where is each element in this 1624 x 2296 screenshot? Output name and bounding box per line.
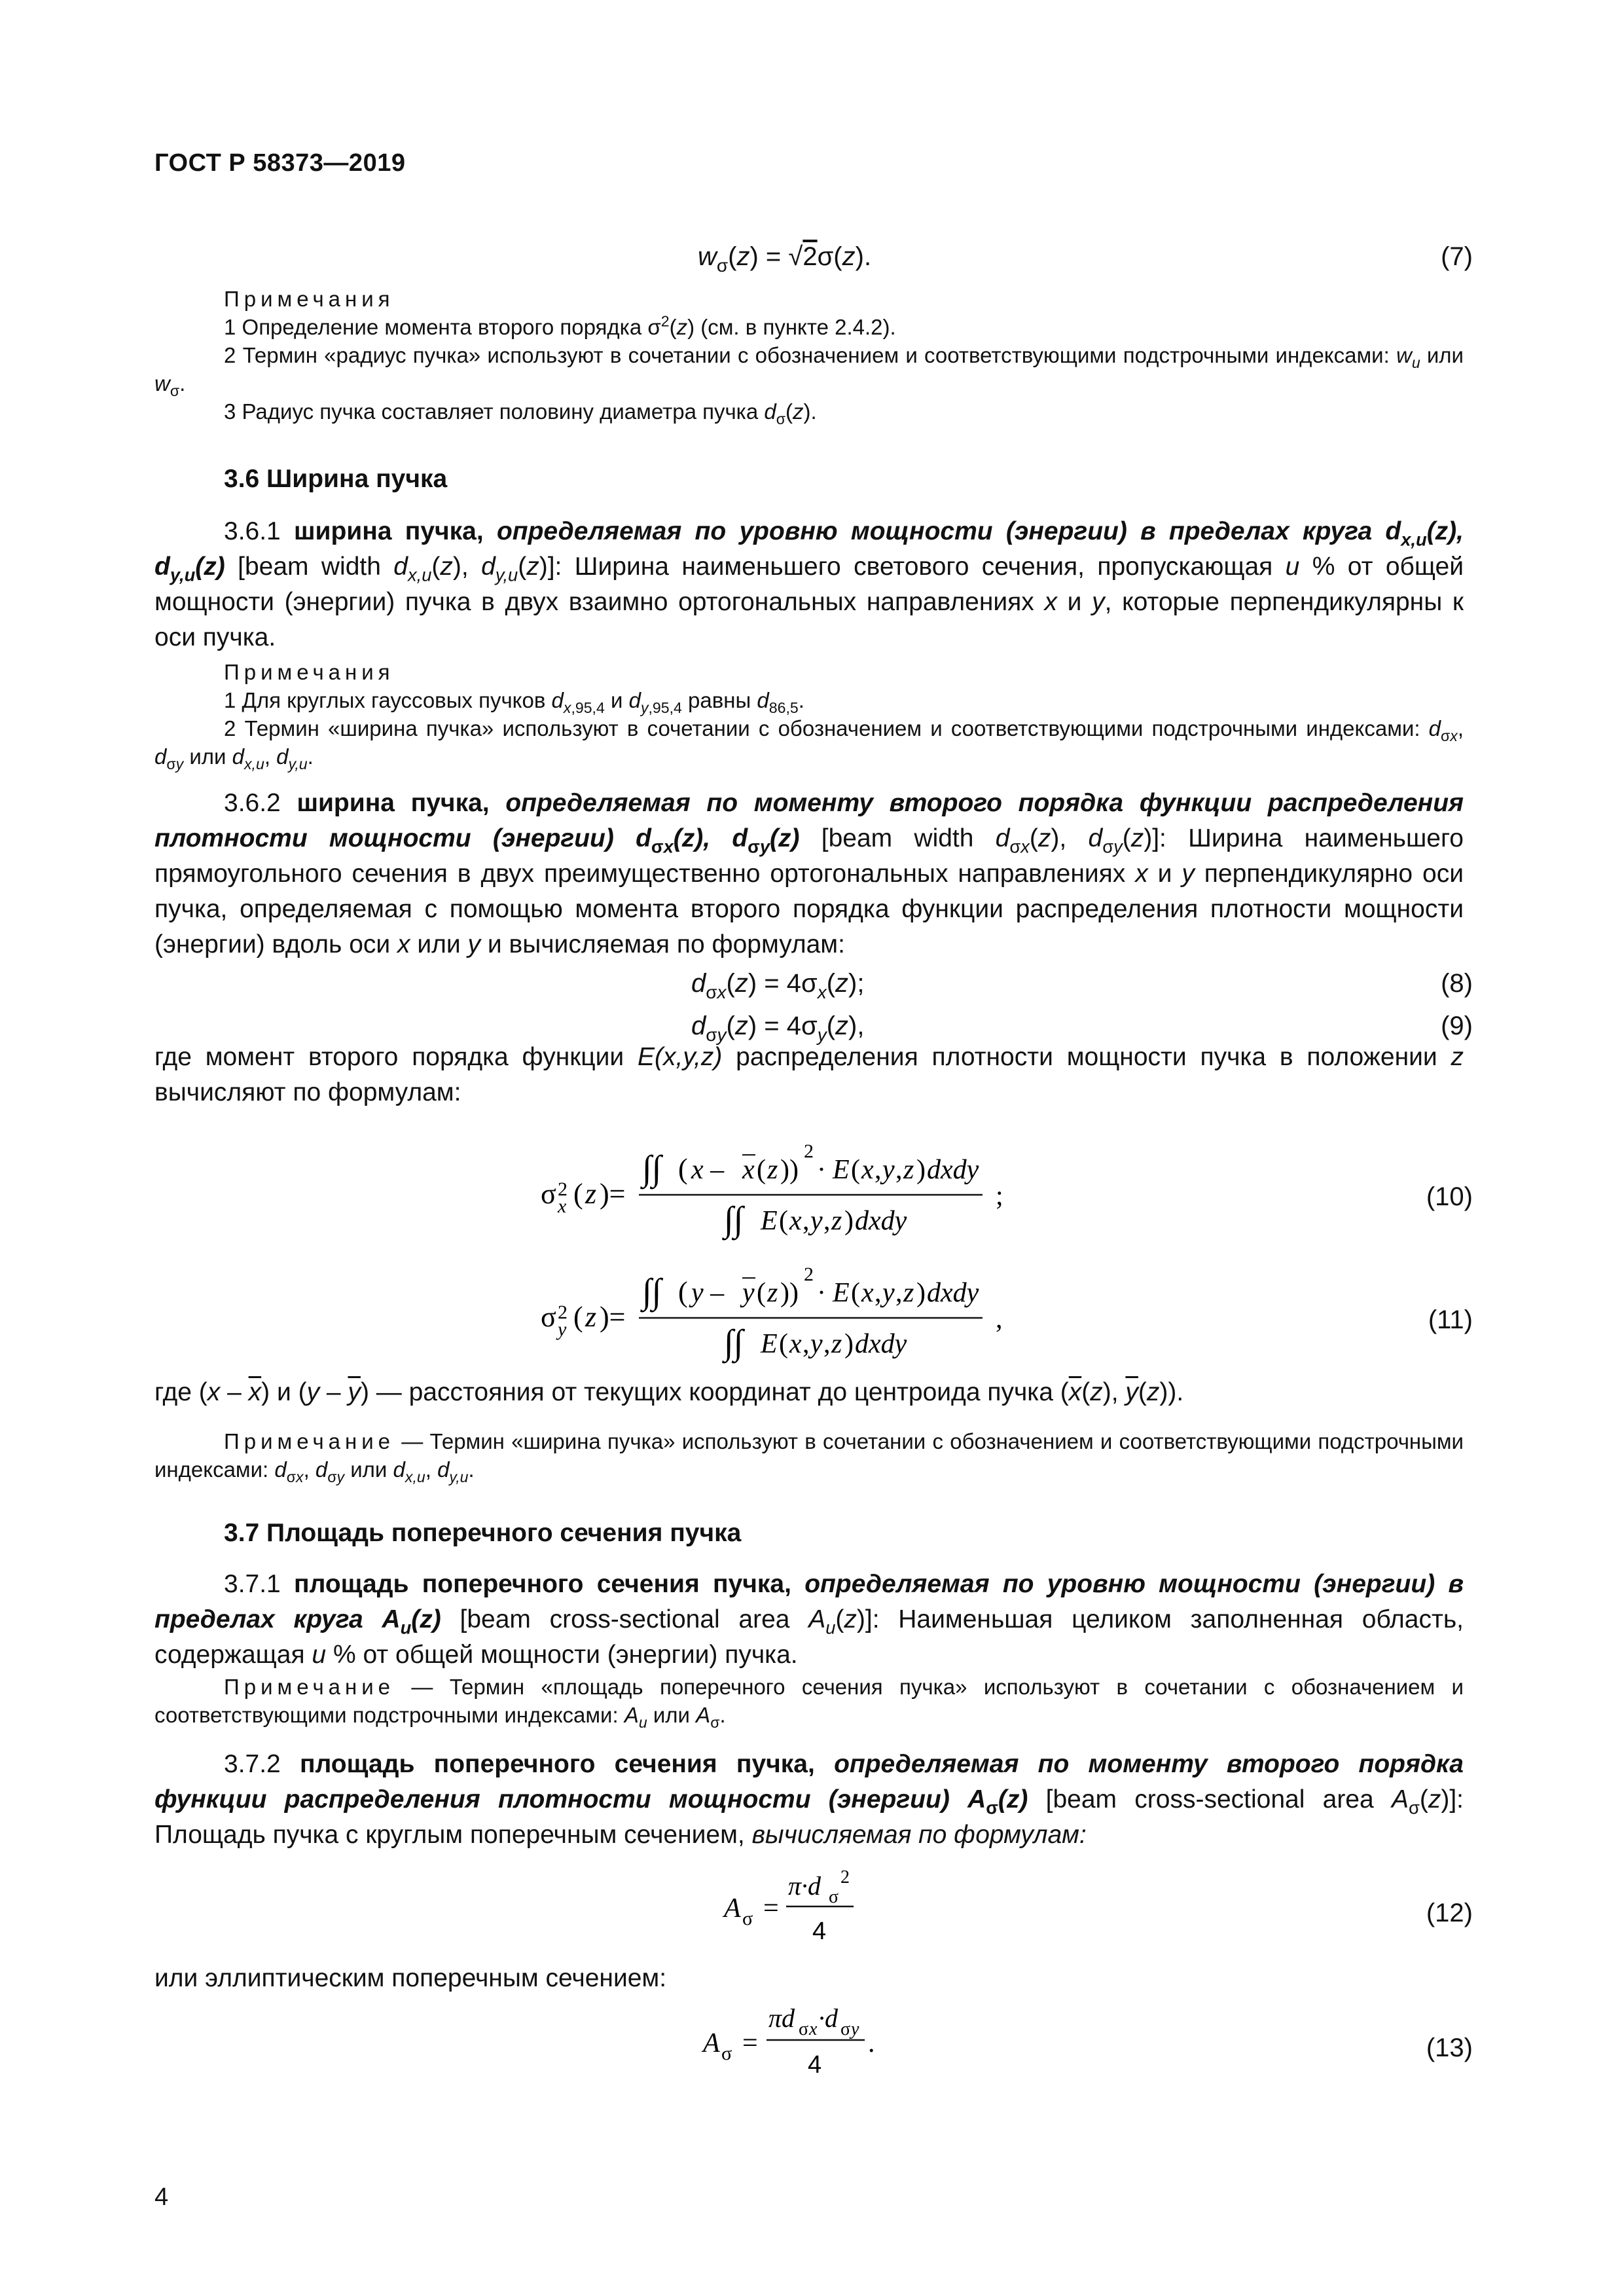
svg-text:∫∫: ∫∫ bbox=[724, 1322, 744, 1362]
svg-text:dxdy: dxdy bbox=[927, 1278, 979, 1308]
svg-text:x: x bbox=[789, 1206, 802, 1236]
svg-text:·: · bbox=[817, 1155, 826, 1185]
svg-text:2: 2 bbox=[804, 1140, 814, 1162]
formula-10-number: (10) bbox=[1426, 1182, 1473, 1211]
formula-8 bbox=[154, 964, 1473, 1003]
svg-text:.: . bbox=[868, 2028, 875, 2058]
note-item-1: 1 Определение момента второго порядка $\sigma^2(z)$ (см. в пункте 2.4.2). bbox=[224, 312, 896, 339]
formula-7-number: (7) bbox=[1441, 242, 1473, 271]
formula-13-graphic bbox=[154, 1998, 1071, 2083]
svg-text:,: , bbox=[803, 1329, 810, 1359]
svg-text:,: , bbox=[895, 1155, 903, 1185]
svg-text:2: 2 bbox=[558, 1302, 568, 1323]
svg-text:,: , bbox=[875, 1278, 882, 1308]
formula-12-number: (12) bbox=[1426, 1899, 1473, 1927]
svg-text:y: y bbox=[851, 2019, 859, 2039]
formula-13 bbox=[154, 1998, 1473, 2083]
svg-text:=: = bbox=[763, 1893, 779, 1923]
svg-text:(: ( bbox=[757, 1155, 766, 1185]
paragraph-3-7-2: 3.7.2 площадь поперечного сечения пучка, определяемая по моменту второго порядка функции распределения плотности мощности (энергии) $A_\sigma(z)$ [beam cross-sectional area $A_\sigma(z)$]: Площадь пучка с круглым поперечным сечением, вычисляемая по формулам: bbox=[154, 1750, 1464, 1849]
svg-text:y –: y – bbox=[691, 1278, 725, 1308]
svg-text:4: 4 bbox=[808, 2051, 822, 2079]
svg-text:·: · bbox=[817, 1278, 826, 1308]
svg-text:(: ( bbox=[779, 1206, 788, 1236]
svg-text:(: ( bbox=[851, 1278, 860, 1308]
formula-8-number: (8) bbox=[1441, 969, 1473, 998]
svg-text:y: y bbox=[882, 1155, 895, 1185]
paragraph-where-moment: где момент второго порядка функции E(x,y,z) распределения плотности мощности пучка в положении z вычисляют по формулам: bbox=[154, 1043, 1464, 1106]
formula-11 bbox=[154, 1256, 1473, 1367]
notes-title: Примечания bbox=[224, 287, 395, 311]
svg-text:x: x bbox=[558, 1195, 567, 1217]
svg-text:,: , bbox=[823, 1206, 831, 1236]
note-item-3: 3 Радиус пучка составляет половину диаметра пучка $d_\sigma(z)$. bbox=[224, 399, 817, 428]
svg-text:(: ( bbox=[678, 1153, 688, 1185]
svg-text:y: y bbox=[558, 1319, 567, 1340]
svg-text:x: x bbox=[742, 1155, 755, 1185]
svg-text:∫∫: ∫∫ bbox=[724, 1199, 744, 1239]
section-3-6-heading: 3.6 Ширина пучка bbox=[224, 465, 448, 493]
note-gauss: 1 Для круглых гауссовых пучков $d_{x,95,4}$ и $d_{y,95,4}$ равны $d_{86,5}$. bbox=[224, 688, 804, 717]
svg-text:): ) bbox=[844, 1329, 854, 1359]
svg-text:E: E bbox=[833, 1155, 850, 1185]
notes-beam-width bbox=[154, 658, 1464, 771]
svg-text:σ: σ bbox=[829, 1887, 839, 1907]
svg-text:(: ( bbox=[678, 1276, 688, 1308]
svg-text:πd: πd bbox=[768, 2003, 795, 2033]
svg-text:σ: σ bbox=[840, 2019, 851, 2039]
paragraph-3-6-2: 3.6.2 ширина пучка, определяемая по моменту второго порядка функции распределения плотности мощности (энергии) $d_{\sigma x}(z)$, $d_{\sigma y}(z)$ [beam width $d_{\sigma x}(z)$, $d_{\sigma y}(z)$]: Ширина наименьшего прямоугольного сечения в двух преимущественно ортогональных направлениях x и y перпендикулярно оси пучка, определяемая с помощью момента второго порядка функции распределения плотности мощности (энергии) вдоль оси x или y и вычисляемая по формулам: bbox=[154, 789, 1464, 958]
formula-13-number: (13) bbox=[1426, 2033, 1473, 2062]
svg-text:A: A bbox=[724, 1893, 741, 1923]
svg-text:z: z bbox=[767, 1278, 778, 1308]
note-item-2: 2 Термин «радиус пучка» используют в сочетании с обозначением и соответствующими подстрочными индексами: $w_u$ или $w_\sigma$. bbox=[154, 343, 1464, 400]
svg-text:x: x bbox=[809, 2019, 818, 2039]
svg-text:y: y bbox=[882, 1278, 895, 1308]
svg-text:): ) bbox=[844, 1206, 854, 1236]
formula-11-graphic bbox=[154, 1256, 1071, 1367]
notes-radius bbox=[154, 285, 1464, 426]
section-3-7-heading: 3.7 Площадь поперечного сечения пучка bbox=[224, 1519, 742, 1547]
svg-text:(: ( bbox=[779, 1329, 788, 1359]
svg-text:x: x bbox=[861, 1278, 874, 1308]
svg-text:): ) bbox=[916, 1278, 926, 1308]
svg-text:x –: x – bbox=[691, 1155, 725, 1185]
formula-9-number: (9) bbox=[1441, 1011, 1473, 1040]
svg-text:z: z bbox=[585, 1178, 597, 1210]
svg-text:·d: ·d bbox=[818, 2003, 838, 2033]
page-number: 4 bbox=[154, 2183, 169, 2211]
formula-12-graphic bbox=[154, 1866, 1071, 1951]
document-id-header: ГОСТ Р 58373—2019 bbox=[154, 149, 406, 177]
svg-text:dxdy: dxdy bbox=[855, 1329, 907, 1359]
svg-text:y: y bbox=[810, 1329, 823, 1359]
formula-12 bbox=[154, 1866, 1473, 1951]
svg-text:)): )) bbox=[780, 1278, 799, 1308]
svg-text:σ: σ bbox=[721, 2043, 732, 2064]
svg-text:y: y bbox=[742, 1278, 755, 1308]
svg-text:=: = bbox=[742, 2028, 758, 2058]
note-beam-width-term: Примечание — Термин «ширина пучка» используют в сочетании с обозначением и соответствующими подстрочными индексами: $d_{\sigma x}$, $d_{\sigma y}$ или $d_{x,u}$, $d_{y,u}$. bbox=[154, 1429, 1464, 1486]
svg-text:y: y bbox=[810, 1206, 823, 1236]
svg-text:E: E bbox=[761, 1206, 778, 1236]
svg-text:(: ( bbox=[851, 1155, 860, 1185]
svg-text:σ: σ bbox=[541, 1178, 556, 1210]
svg-text:,: , bbox=[996, 1304, 1003, 1334]
svg-text:∫∫: ∫∫ bbox=[642, 1271, 662, 1311]
svg-text:z: z bbox=[831, 1206, 842, 1236]
formula-10 bbox=[154, 1133, 1473, 1244]
svg-text:z: z bbox=[767, 1155, 778, 1185]
svg-text:π·d: π·d bbox=[788, 1871, 821, 1901]
notes-title-2: Примечания bbox=[224, 660, 395, 684]
svg-text:,: , bbox=[875, 1155, 882, 1185]
svg-text:x: x bbox=[861, 1155, 874, 1185]
formula-9-expression: $d_{\sigma y}(z) = 4\sigma_y(z)$, bbox=[691, 1011, 865, 1045]
svg-text:,: , bbox=[895, 1278, 903, 1308]
svg-text:,: , bbox=[803, 1206, 810, 1236]
paragraph-3-6-1: 3.6.1 ширина пучка, определяемая по уровню мощности (энергии) в пределах круга $d_{x,u}(z)$, $d_{y,u}(z)$ [beam width $d_{x,u}(z)$, $d_{y,u}(z)$]: Ширина наименьшего светового сечения, пропускающая u % от общей мощности (энергии) пучка в двух взаимно ортогональных направлениях x и y, которые перпендикулярны к оси пучка. bbox=[154, 517, 1464, 651]
svg-text:dxdy: dxdy bbox=[927, 1155, 979, 1185]
formula-10-graphic bbox=[154, 1133, 1071, 1244]
paragraph-where-distances: где $(x - \overline{x})$ и $(y - \overline{y})$ — расстояния от текущих координат до центроида пучка ($\overline{x}(z)$, $\overline{y}(z)$). bbox=[154, 1378, 1184, 1406]
svg-text:)=: )= bbox=[600, 1178, 626, 1210]
formula-11-number: (11) bbox=[1428, 1305, 1473, 1334]
svg-text:∫∫: ∫∫ bbox=[642, 1148, 662, 1188]
svg-text:(: ( bbox=[757, 1278, 766, 1308]
svg-text:2: 2 bbox=[840, 1867, 850, 1887]
svg-text:)): )) bbox=[780, 1155, 799, 1185]
formula-8-expression: $d_{\sigma x}(z) = 4\sigma_x(z)$; bbox=[691, 969, 865, 1002]
svg-text:z: z bbox=[903, 1155, 914, 1185]
svg-text:(: ( bbox=[573, 1301, 583, 1333]
paragraph-elliptic: или эллиптическим поперечным сечением: bbox=[154, 1964, 667, 1992]
svg-text:x: x bbox=[789, 1329, 802, 1359]
svg-text:2: 2 bbox=[558, 1178, 568, 1200]
svg-text:σ: σ bbox=[799, 2019, 809, 2039]
note-term-width: 2 Термин «ширина пучка» используют в сочетании с обозначением и соответствующими подстрочными индексами: $d_{\sigma x}$, $d_{\sigma y}$ или $d_{x,u}$, $d_{y,u}$. bbox=[154, 716, 1464, 773]
svg-text:2: 2 bbox=[804, 1264, 814, 1285]
svg-text:σ: σ bbox=[742, 1908, 753, 1929]
svg-text:;: ; bbox=[996, 1181, 1003, 1211]
svg-text:dxdy: dxdy bbox=[855, 1206, 907, 1236]
formula-7 bbox=[154, 237, 1473, 276]
svg-text:z: z bbox=[903, 1278, 914, 1308]
paragraph-3-7-1: 3.7.1 площадь поперечного сечения пучка, определяемая по уровню мощности (энергии) в пределах круга $A_u(z)$ [beam cross-sectional area $A_u(z)$]: Наименьшая целиком заполненная область, содержащая u % от общей мощности (энергии) пучка. bbox=[154, 1570, 1464, 1669]
note-area-term: Примечание — Термин «площадь поперечного сечения пучка» используют в сочетании с обозначением и соответствующими подстрочными индексами: $A_u$ или $A_\sigma$. bbox=[154, 1675, 1464, 1732]
svg-text:A: A bbox=[703, 2028, 720, 2058]
svg-text:σ: σ bbox=[541, 1301, 556, 1333]
svg-text:)=: )= bbox=[600, 1301, 626, 1333]
svg-text:(: ( bbox=[573, 1178, 583, 1210]
formula-7-expression: $w_\sigma(z) = √2\sigma(z)$. bbox=[698, 242, 872, 276]
svg-text:z: z bbox=[831, 1329, 842, 1359]
svg-text:E: E bbox=[761, 1329, 778, 1359]
svg-text:): ) bbox=[916, 1155, 926, 1185]
svg-text:,: , bbox=[823, 1329, 831, 1359]
svg-text:z: z bbox=[585, 1301, 597, 1333]
svg-text:E: E bbox=[833, 1278, 850, 1308]
svg-text:4: 4 bbox=[812, 1918, 827, 1945]
